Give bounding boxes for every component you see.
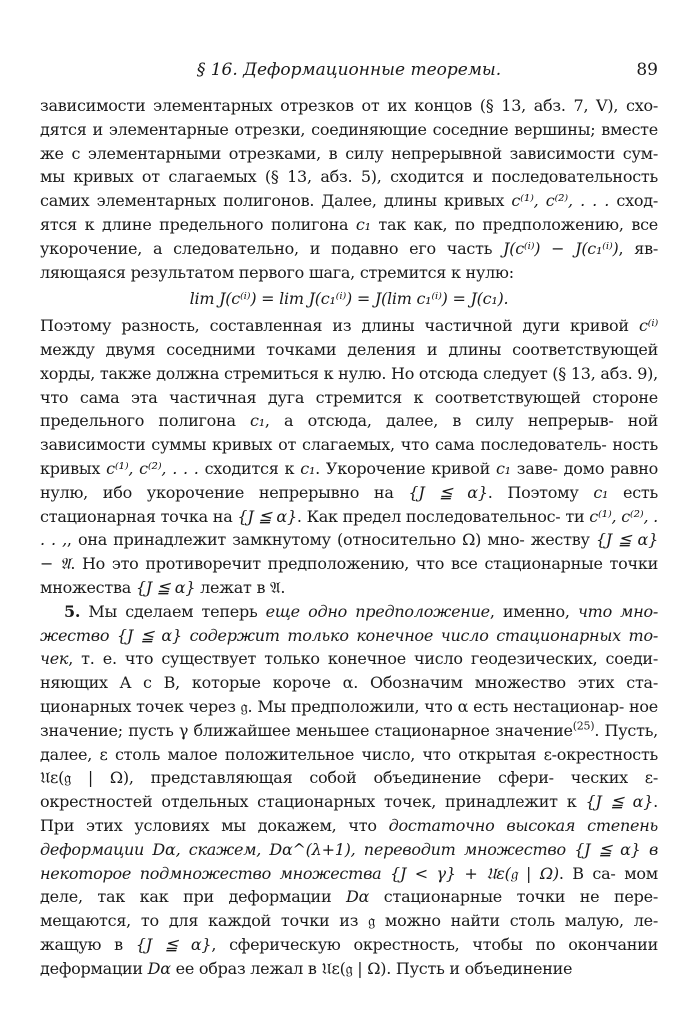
text-line: Поэтому разность, составленная из длины частичной дуги кривой (40, 316, 639, 336)
text-line: . Поэтому (487, 482, 594, 502)
text-line: , она принадлежит замкнутому (относительно Ω) мно- (66, 530, 525, 550)
text-line: . При этих условиях мы докажем, что (40, 792, 658, 835)
text-line: сход- (609, 191, 658, 211)
text-line: укорочение, а следовательно, и подавно его часть (40, 238, 504, 258)
text-line: так как, по предположению, все (370, 214, 659, 234)
text-line: домо равно нулю, ибо укорочение непрерывно на (40, 458, 659, 502)
math-inline: {J < γ} + 𝔘ε(𝔤 | Ω) (390, 863, 559, 883)
math-inline: {J ≦ α} (585, 792, 654, 812)
text-line: стационарные точки множества (40, 554, 659, 597)
text-line: заве- (510, 458, 558, 478)
text-line: мом деле, так как при деформации (40, 863, 658, 907)
emphasis: степень деформации (40, 815, 658, 859)
math-inline: {J ≦ α} − 𝔄 (40, 530, 659, 574)
text-line: ляющаяся результатом первого шага, стремится к нулю: (40, 262, 514, 282)
text-line: же с элементарными отрезками, в силу непрерывной зависимости сум- (40, 143, 658, 163)
page-number: 89 (636, 60, 658, 80)
formula-text: lim J(c⁽ⁱ⁾) = lim J(c₁⁽ⁱ⁾) = J(lim c₁⁽ⁱ⁾) = J(c₁). (189, 289, 509, 309)
text-line: лежат в 𝔄. (195, 577, 286, 597)
text-line: Пусть, далее, ε столь малое положительное число, что открытая (40, 720, 658, 764)
text-line: ε-окрестность 𝔘ε(𝔤 | Ω), представляющая собой объединение сфери- (40, 744, 658, 788)
text-line: . Как предел последовательнос- (296, 506, 561, 526)
emphasis: , скажем, (175, 839, 270, 859)
section-number: 5. (64, 601, 81, 621)
text-line: жащую в (40, 934, 136, 954)
text-line: стационарные точки не пере- (369, 887, 659, 907)
math-inline: {J ≦ α} (135, 934, 212, 954)
math-inline: Dα (147, 958, 171, 978)
math-inline: {J ≦ α} (574, 839, 641, 859)
text-line: , т. е. что существует только конечное число геодезических, соеди- (68, 649, 658, 669)
math-inline: c⁽¹⁾, c⁽²⁾, . . . , (40, 506, 659, 550)
math-inline: {J ≦ α} (116, 625, 182, 645)
running-header (40, 58, 658, 82)
math-inline: c₁ (355, 214, 371, 234)
text-line: ятся к длине предельного полигона (40, 214, 356, 234)
math-inline: {J ≦ α} (237, 506, 297, 526)
text-line: ное значение; пусть γ ближайшее меньшее стационарное значение (40, 696, 658, 740)
emphasis: содержит только конечное число стационарных то- (181, 625, 659, 645)
math-inline: c₁ (300, 458, 316, 478)
math-inline: c₁ (593, 482, 609, 502)
footnote-ref[interactable]: (25) (572, 719, 595, 733)
text-line: жеству (530, 530, 596, 550)
text-line: стороне предельного полигона (40, 387, 658, 431)
text-line: ти (565, 506, 590, 526)
math-inline: c₁ (250, 411, 265, 431)
text-line: Мы сделаем теперь (80, 601, 266, 621)
text-line: дятся и элементарные отрезки, соединяющие соседние вершины; вместе (40, 119, 658, 139)
page-body (40, 94, 658, 980)
text-line: . Укорочение кривой (315, 458, 496, 478)
text-line: самих элементарных полигонов. Далее, длины кривых (40, 191, 512, 211)
paragraph-3 (40, 600, 658, 981)
text-line: мещаются, то для каждой точки из 𝔤 можно найти столь малую, ле- (40, 911, 658, 931)
emphasis: , переводит множество (350, 839, 575, 859)
emphasis: что мно- (577, 601, 659, 621)
math-inline: Dα^(λ+1) (269, 839, 351, 859)
text-line: ее образ лежал в 𝔘ε(𝔤 | Ω). Пусть и объединение (170, 958, 573, 978)
text-line: ной зависимости суммы кривых от слагаемых, что сама последователь- (40, 411, 658, 455)
text-line: , а отсюда, далее, в силу непрерыв- (264, 411, 614, 431)
math-inline: c⁽¹⁾, c⁽²⁾, . . . (106, 458, 199, 478)
chapter-title: § 16. Деформационные теоремы. (196, 60, 502, 80)
text-line: ческих ε-окрестностей отдельных стационарных точек, принадлежит (40, 768, 658, 812)
math-inline: {J ≦ α} (408, 482, 488, 502)
text-line: абз. 9), что сама эта частичная дуга стремится к соответствующей (40, 363, 659, 407)
text-line: . Но это противоречит предположению, что все (70, 554, 478, 574)
text-line: , яв- (618, 238, 658, 258)
text-line: деформации (40, 958, 148, 978)
text-line: . (594, 720, 600, 740)
text-line: хорды, также должна стремиться к нулю. Но отсюда следует (§ 13, (40, 363, 596, 383)
paragraph-2 (40, 314, 658, 600)
math-inline: c⁽¹⁾, c⁽²⁾, . . . (511, 191, 610, 211)
math-inline: Dα (152, 839, 176, 859)
text-line: , сферическую окрестность, чтобы по окончании (211, 934, 658, 954)
math-inline: c⁽ⁱ⁾ (638, 316, 658, 336)
emphasis: жество (40, 625, 117, 645)
math-inline: J(c⁽ⁱ⁾) − J(c₁⁽ⁱ⁾) (503, 238, 619, 258)
display-formula (40, 287, 658, 311)
text-line: есть стационарная точка на (40, 482, 658, 526)
emphasis: достаточно высокая (388, 815, 576, 835)
math-inline: Dα (346, 887, 370, 907)
math-inline: c₁ (495, 458, 511, 478)
emphasis: чек (40, 649, 69, 669)
math-inline: {J ≦ α} (135, 577, 196, 597)
text-line: няющих A с B, которые короче α. Обозначим множество этих ста- (40, 673, 658, 693)
text-line: между двумя соседними точками деления и длины соответствующей (40, 339, 658, 359)
text-line: . В са- (558, 863, 616, 883)
emphasis: еще одно предположение (265, 601, 490, 621)
text-line: ционарных точек через 𝔤. Мы предположили, что α есть нестационар- (40, 696, 624, 716)
text-line: к (566, 792, 586, 812)
text-line: мы кривых от слагаемых (§ 13, абз. 5), сходится и последовательность (40, 167, 658, 187)
text-line: зависимости элементарных отрезков от их концов (§ 13, абз. 7, V), схо- (40, 96, 658, 115)
text-line: , именно, (489, 601, 578, 621)
text-line: сходится к (198, 458, 301, 478)
paragraph-1 (40, 94, 658, 284)
emphasis: в некоторое подмножество множества (40, 839, 659, 883)
text-line: ность кривых (40, 435, 658, 478)
